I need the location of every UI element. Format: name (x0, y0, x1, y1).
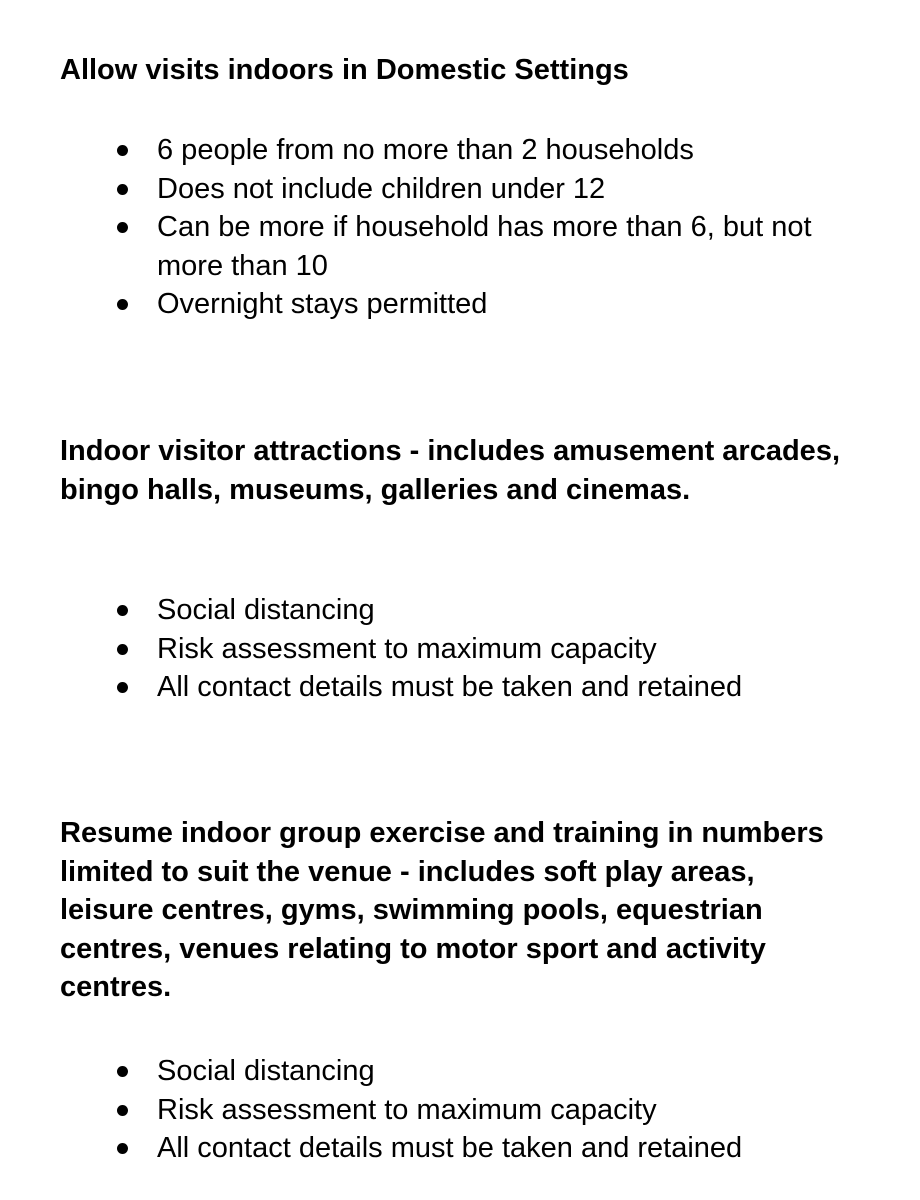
section-heading-group-exercise: Resume indoor group exercise and training in numbers limited to suit the venue - includes soft play areas, leisure centres, gyms, swimming pools, equestrian centres, venues relating to motor sport and activity centres. (60, 817, 824, 1003)
bullet-text: Social distancing (157, 1055, 375, 1087)
bullet-list-indoor-attractions (157, 591, 857, 707)
bullet-text: All contact details must be taken and retained (157, 1132, 743, 1164)
bullet-text: Does not include children under 12 (157, 172, 606, 205)
bullet-icon (117, 1143, 128, 1154)
list-item (157, 591, 857, 630)
bullet-text: Can be more if household has more than 6, but not more than 10 (157, 211, 812, 282)
list-item (157, 131, 857, 170)
list-item (157, 1052, 857, 1091)
list-item (157, 1129, 857, 1168)
list-item (157, 285, 857, 324)
bullet-text: Overnight stays permitted (157, 288, 488, 320)
list-item (157, 668, 857, 707)
section-heading-indoor-attractions: Indoor visitor attractions - includes amusement arcades, bingo halls, museums, galleries and cinemas. (60, 435, 840, 506)
bullet-icon (117, 605, 128, 616)
bullet-icon (117, 682, 128, 693)
bullet-icon (117, 299, 128, 310)
list-item (157, 630, 857, 669)
bullet-text: Social distancing (157, 594, 375, 626)
bullet-icon (117, 222, 128, 233)
bullet-icon (117, 184, 128, 195)
section-heading-domestic-visits: Allow visits indoors in Domestic Settings (60, 54, 629, 86)
bullet-text: Risk assessment to maximum capacity (157, 1093, 657, 1126)
list-item (157, 208, 857, 285)
bullet-text: All contact details must be taken and retained (157, 671, 743, 703)
bullet-text: Risk assessment to maximum capacity (157, 632, 657, 665)
bullet-icon (117, 1105, 128, 1116)
bullet-list-group-exercise (157, 1052, 857, 1168)
bullet-icon (117, 644, 128, 655)
list-item (157, 170, 857, 209)
bullet-list-domestic-visits (157, 131, 857, 324)
bullet-text: 6 people from no more than 2 households (157, 134, 694, 166)
list-item (157, 1091, 857, 1130)
bullet-icon (117, 145, 128, 156)
bullet-icon (117, 1066, 128, 1077)
